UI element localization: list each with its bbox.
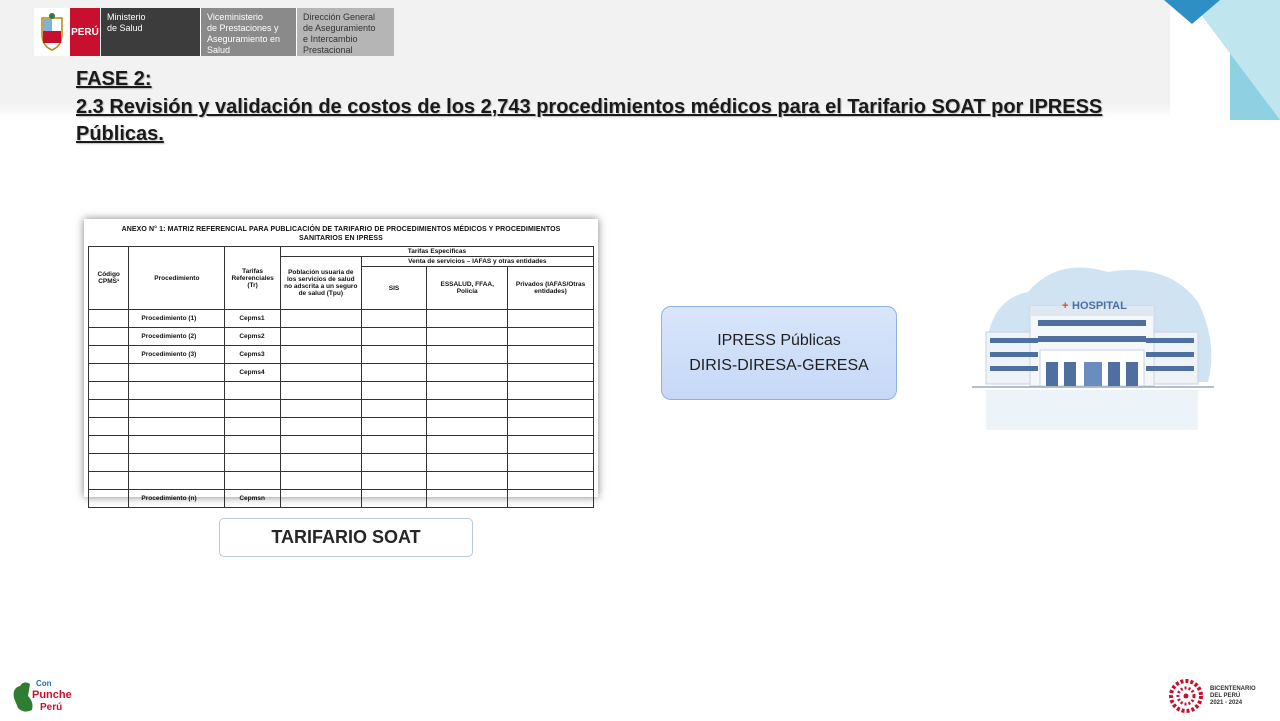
annex-matrix-image [84, 219, 598, 502]
con-punche-peru-logo [10, 672, 86, 716]
header-codigo: Código CPMS¹ [89, 247, 129, 310]
direction-logo-text: Dirección General de Aseguramiento e Intercambio Prestacional [296, 8, 394, 56]
table-row [89, 454, 594, 472]
table-row: Procedimiento (2) Cepms2 [89, 328, 594, 346]
ministry-logo-bar [34, 8, 394, 56]
table-row [89, 472, 594, 490]
vice-ministry-logo-text: Viceministerio de Prestaciones y Aseguramiento en Salud [200, 8, 296, 56]
hospital-illustration [968, 262, 1218, 434]
header-privados: Privados (IAFAS/Otras entidades) [508, 267, 594, 310]
ministry-logo-text: Ministerio de Salud [100, 8, 200, 56]
table-row: Cepms4 [89, 364, 594, 382]
svg-text:+: + [1062, 300, 1069, 312]
bicentenario-emblem-icon [1168, 678, 1204, 714]
table-row [89, 436, 594, 454]
table-row [89, 418, 594, 436]
header-essalud: ESSALUD, FFAA, Policía [427, 267, 508, 310]
table-row: Procedimiento (1) Cepms1 [89, 310, 594, 328]
header-sis: SIS [361, 267, 427, 310]
hospital-sign: HOSPITAL [1072, 300, 1127, 312]
svg-text:Con: Con [36, 679, 52, 688]
header-procedimiento: Procedimiento [129, 247, 225, 310]
table-row [89, 382, 594, 400]
header-venta: Venta de servicios – IAFAS y otras entidades [361, 257, 593, 267]
ipress-line-1: IPRESS Públicas [717, 332, 841, 349]
tarifario-soat-label: TARIFARIO SOAT [219, 518, 473, 557]
ipress-label-box [661, 306, 897, 400]
table-row: Procedimiento (3) Cepms3 [89, 346, 594, 364]
svg-text:Punche: Punche [32, 689, 72, 701]
header-tarifas-referenciales: Tarifas Referenciales (Tr) [225, 247, 281, 310]
phase-title: FASE 2: [76, 68, 152, 90]
svg-text:Perú: Perú [40, 702, 63, 713]
header-tarifas-especificas: Tarifas Especificas [280, 247, 593, 257]
section-subtitle: 2.3 Revisión y validación de costos de los 2,743 procedimientos médicos para el Tarifario SOAT por IPRESS Públicas. [76, 96, 1103, 145]
header-poblacion: Población usuaria de los servicios de salud no adscrita a un seguro de salud (Tpu) [280, 257, 361, 310]
bicentenario-logo [1168, 676, 1260, 716]
bicentenario-text: BICENTENARIO DEL PERÚ 2021 - 2024 [1210, 685, 1256, 706]
table-row: Procedimiento (n) Cepmsn [89, 490, 594, 508]
coat-of-arms-icon [34, 8, 70, 56]
tariff-matrix-table [88, 246, 594, 508]
annex-title: ANEXO N° 1: MATRIZ REFERENCIAL PARA PUBLICACIÓN DE TARIFARIO DE PROCEDIMIENTOS MÉDICOS Y PROCEDIMIENTOS SANITARIOS EN IPRESS [121, 226, 561, 242]
corner-decoration [1164, 0, 1220, 24]
peru-logo: PERÚ [70, 8, 100, 56]
table-row [89, 400, 594, 418]
ipress-line-2: DIRIS-DIRESA-GERESA [689, 357, 869, 374]
